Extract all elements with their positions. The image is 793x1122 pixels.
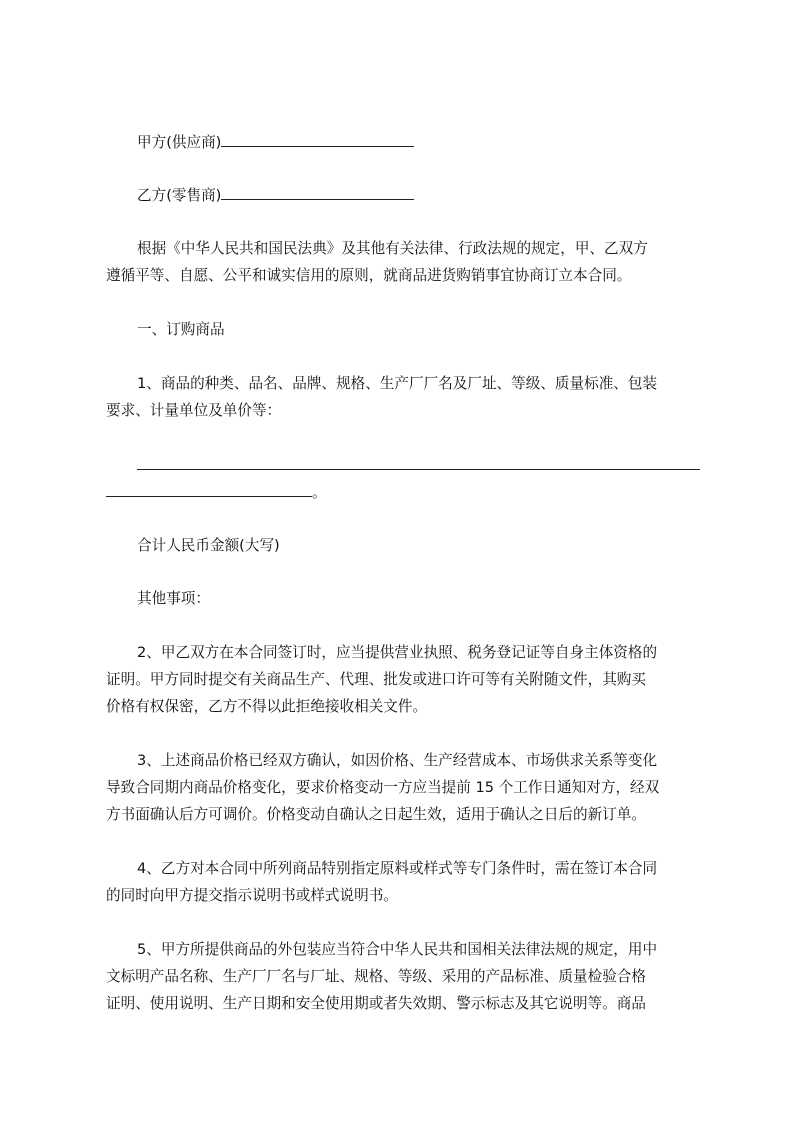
clause-3-line-1: 3、上述商品价格已经双方确认，如因价格、生产经营成本、市场供求关系等变化 <box>137 752 658 769</box>
preamble-line-2: 遵循平等、自愿、公平和诚实信用的原则，就商品进货购销事宜协商订立本合同。 <box>106 267 632 284</box>
preamble-line-1: 根据《中华人民共和国民法典》及其他有关法律、行政法规的规定，甲、乙双方 <box>137 240 648 257</box>
goods-blank-line-2 <box>106 482 706 503</box>
clause-3-line-3: 方书面确认后方可调价。价格变动自确认之日起生效，适用于确认之日后的新订单。 <box>106 806 646 823</box>
other-items-label: 其他事项： <box>137 590 210 607</box>
party-b-line <box>137 185 737 206</box>
party-a-label: 甲方(供应商) <box>137 134 222 151</box>
party-b-label: 乙方(零售商) <box>137 187 222 204</box>
clause-1-line-2: 要求、计量单位及单价等： <box>106 402 282 419</box>
clause-5-line-2: 文标明产品名称、生产厂厂名与厂址、规格、等级、采用的产品标准、质量检验合格 <box>106 968 646 985</box>
clause-2-line-3: 价格有权保密，乙方不得以此拒绝接收相关文件。 <box>106 698 428 715</box>
goods-blank-2[interactable] <box>106 482 312 497</box>
clause-3-line-2: 导致合同期内商品价格变化，要求价格变动一方应当提前 15 个工作日通知对方，经双 <box>106 779 660 796</box>
goods-blank-line-1 <box>137 455 737 476</box>
clause-1-line-1: 1、商品的种类、品名、品牌、规格、生产厂厂名及厂址、等级、质量标准、包装 <box>137 375 658 392</box>
clause-5-line-3: 证明、使用说明、生产日期和安全使用期或者失效期、警示标志及其它说明等。商品 <box>106 995 646 1012</box>
blank-end-mark: 。 <box>312 484 327 501</box>
section-1-title: 一、订购商品 <box>137 321 225 338</box>
party-a-blank[interactable] <box>221 132 414 147</box>
clause-2-line-2: 证明。甲方同时提交有关商品生产、代理、批发或进口许可等有关附随文件，其购买 <box>106 671 646 688</box>
clause-4-line-2: 的同时向甲方提交指示说明书或样式说明书。 <box>106 887 398 904</box>
total-label: 合计人民币金额(大写) <box>137 537 280 554</box>
clause-2-line-1: 2、甲乙双方在本合同签订时，应当提供营业执照、税务登记证等自身主体资格的 <box>137 644 658 661</box>
goods-blank-1[interactable] <box>137 455 700 470</box>
clause-4-line-1: 4、乙方对本合同中所列商品特别指定原料或样式等专门条件时，需在签订本合同 <box>137 860 658 877</box>
party-a-line <box>137 132 737 153</box>
party-b-blank[interactable] <box>221 185 414 200</box>
clause-5-line-1: 5、甲方所提供商品的外包装应当符合中华人民共和国相关法律法规的规定，用中 <box>137 941 658 958</box>
